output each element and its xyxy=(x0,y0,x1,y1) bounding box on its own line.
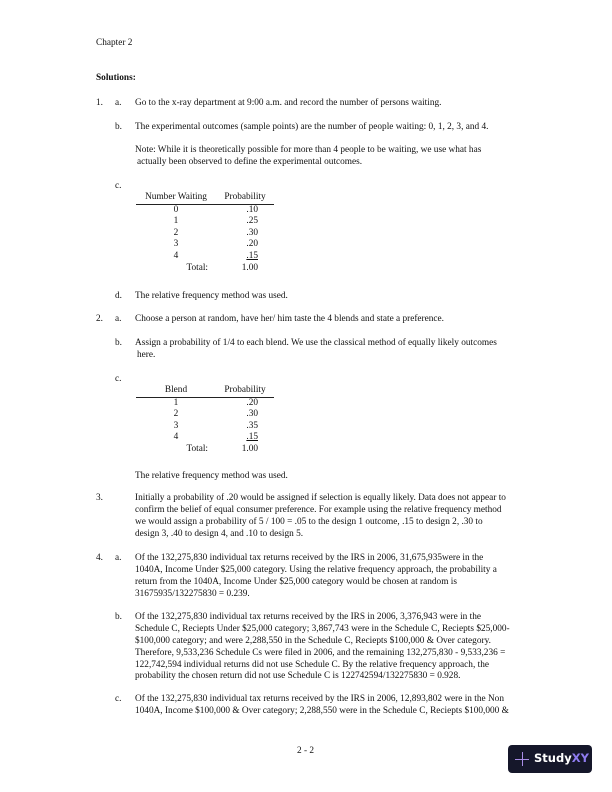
part-label: a. xyxy=(115,98,122,108)
q4b-line: Schedule C, Reciepts Under $25,000 category; 3,867,743 were in the Schedule C, Reciepts $25,000- xyxy=(135,624,510,634)
total-label: Total: xyxy=(186,262,208,273)
q3-line: we would assign a probability of 5 / 100 = .05 to the design 1 outcome, .15 to design 2, .30 to xyxy=(135,517,483,527)
part-label: a. xyxy=(115,314,122,324)
column-header: Probability xyxy=(216,192,274,204)
cell-probability: .35 xyxy=(246,420,258,431)
q4a-line: return from the 1040A, Income Under $25,000 category would be chosen at random is xyxy=(135,577,457,587)
q1d-text: The relative frequency method was used. xyxy=(135,291,288,301)
table-row xyxy=(136,432,274,444)
cell-outcome: 4 xyxy=(173,250,179,261)
total-value: 1.00 xyxy=(241,443,258,454)
cell-probability: .20 xyxy=(246,239,258,250)
q4b-line: Therefore, 9,533,236 Schedule Cs were filed in 2006, and the remaining 132,275,830 - 9,533,236 = xyxy=(135,648,506,658)
column-header: Blend xyxy=(136,385,216,397)
q4c-line: 1040A, Income $100,000 & Over category; 2,288,550 were in the Schedule C, Reciepts $100,000 & xyxy=(135,706,509,716)
q4a-line: 31675935/132275830 = 0.239. xyxy=(135,589,250,599)
cell-outcome: 2 xyxy=(173,227,179,238)
cell-probability: .25 xyxy=(246,216,258,227)
part-label: c. xyxy=(115,694,122,704)
q1b-note-line: Note: While it is theoretically possible for more than 4 people to be waiting, we use what has xyxy=(135,145,482,155)
cell-probability: .30 xyxy=(246,227,258,238)
cell-outcome: 4 xyxy=(173,432,179,443)
q2b-line: here. xyxy=(137,350,156,360)
q4b-line: $100,000 category; and were 2,288,550 in the Schedule C, Reciepts $100,000 & Over category. xyxy=(135,636,491,646)
question-number: 3. xyxy=(96,493,103,503)
q4b-line: 122,742,594 individual returns did not use Schedule C. By the relative frequency approach, the xyxy=(135,660,489,670)
cell-probability: .15 xyxy=(246,250,258,261)
number-waiting-table xyxy=(136,192,274,274)
solutions-heading: Solutions: xyxy=(96,73,136,83)
q4a-line: 1040A, Income Under $25,000 category. Using the relative frequency approach, the probability a xyxy=(135,565,497,575)
q3-line: confirm the belief of equal consumer preference. For example using the relative frequency method xyxy=(135,505,502,515)
q2b-line: Assign a probability of 1/4 to each blend. We use the classical method of equally likely outcomes xyxy=(135,338,497,348)
part-label: b. xyxy=(115,612,122,622)
brand-accent: XY xyxy=(571,751,589,766)
q3-line: Initially a probability of .20 would be assigned if selection is equally likely. Data does not appear to xyxy=(135,493,506,503)
question-number: 2. xyxy=(96,314,103,324)
table-row xyxy=(136,216,274,228)
cell-probability: .20 xyxy=(246,397,258,408)
q1b-text: The experimental outcomes (sample points) are the number of people waiting: 0, 1, 2, 3, and 4. xyxy=(135,122,489,132)
cell-outcome: 0 xyxy=(173,204,179,215)
table-row xyxy=(136,409,274,421)
part-label: b. xyxy=(115,338,122,348)
cell-outcome: 3 xyxy=(173,239,179,250)
table-row xyxy=(136,228,274,240)
q2c-note: The relative frequency method was used. xyxy=(135,471,288,481)
part-label: c. xyxy=(115,374,122,384)
page-number: 2 - 2 xyxy=(297,746,315,756)
total-label: Total: xyxy=(186,443,208,454)
cell-probability: .30 xyxy=(246,409,258,420)
question-number: 4. xyxy=(96,553,103,563)
table-row xyxy=(136,397,274,409)
table-row xyxy=(136,421,274,433)
part-label: b. xyxy=(115,122,122,132)
question-number: 1. xyxy=(96,98,103,108)
q4b-line: probability the chosen return did not use Schedule C is 122742594/132275830 = 0.928. xyxy=(135,671,461,681)
cell-outcome: 1 xyxy=(173,216,179,227)
chapter-header: Chapter 2 xyxy=(96,38,133,48)
column-header: Probability xyxy=(216,385,274,397)
table-row xyxy=(136,204,274,216)
part-label: a. xyxy=(115,553,122,563)
q4c-line: Of the 132,275,830 individual tax returns received by the IRS in 2006, 12,893,802 were in the Non xyxy=(135,694,504,704)
q1b-note-line: actually been observed to define the experimental outcomes. xyxy=(137,157,363,167)
q4a-line: Of the 132,275,830 individual tax returns received by the IRS in 2006, 31,675,935were in the xyxy=(135,553,484,563)
q3-line: design 3, .40 to design 4, and .10 to design 5. xyxy=(135,529,304,539)
brand-main: Study xyxy=(534,751,572,766)
q1a-text: Go to the x-ray department at 9:00 a.m. and record the number of persons waiting. xyxy=(135,98,442,108)
column-header: Number Waiting xyxy=(136,192,216,204)
studyxy-badge[interactable] xyxy=(508,745,592,773)
q2a-text: Choose a person at random, have her/ him taste the 4 blends and state a preference. xyxy=(135,314,445,324)
total-value: 1.00 xyxy=(241,262,258,273)
cell-outcome: 2 xyxy=(173,409,179,420)
table-row xyxy=(136,251,274,263)
cell-probability: .15 xyxy=(246,432,258,443)
cell-outcome: 1 xyxy=(173,397,179,408)
total-row xyxy=(136,444,274,456)
part-label: c. xyxy=(115,181,122,191)
table-row xyxy=(136,239,274,251)
plus-icon xyxy=(515,752,529,766)
part-label: d. xyxy=(115,291,122,301)
total-row xyxy=(136,263,274,275)
q4b-line: Of the 132,275,830 individual tax returns received by the IRS in 2006, 3,376,943 were in the xyxy=(135,612,481,622)
blend-table xyxy=(136,385,274,456)
cell-probability: .10 xyxy=(246,204,258,215)
cell-outcome: 3 xyxy=(173,420,179,431)
